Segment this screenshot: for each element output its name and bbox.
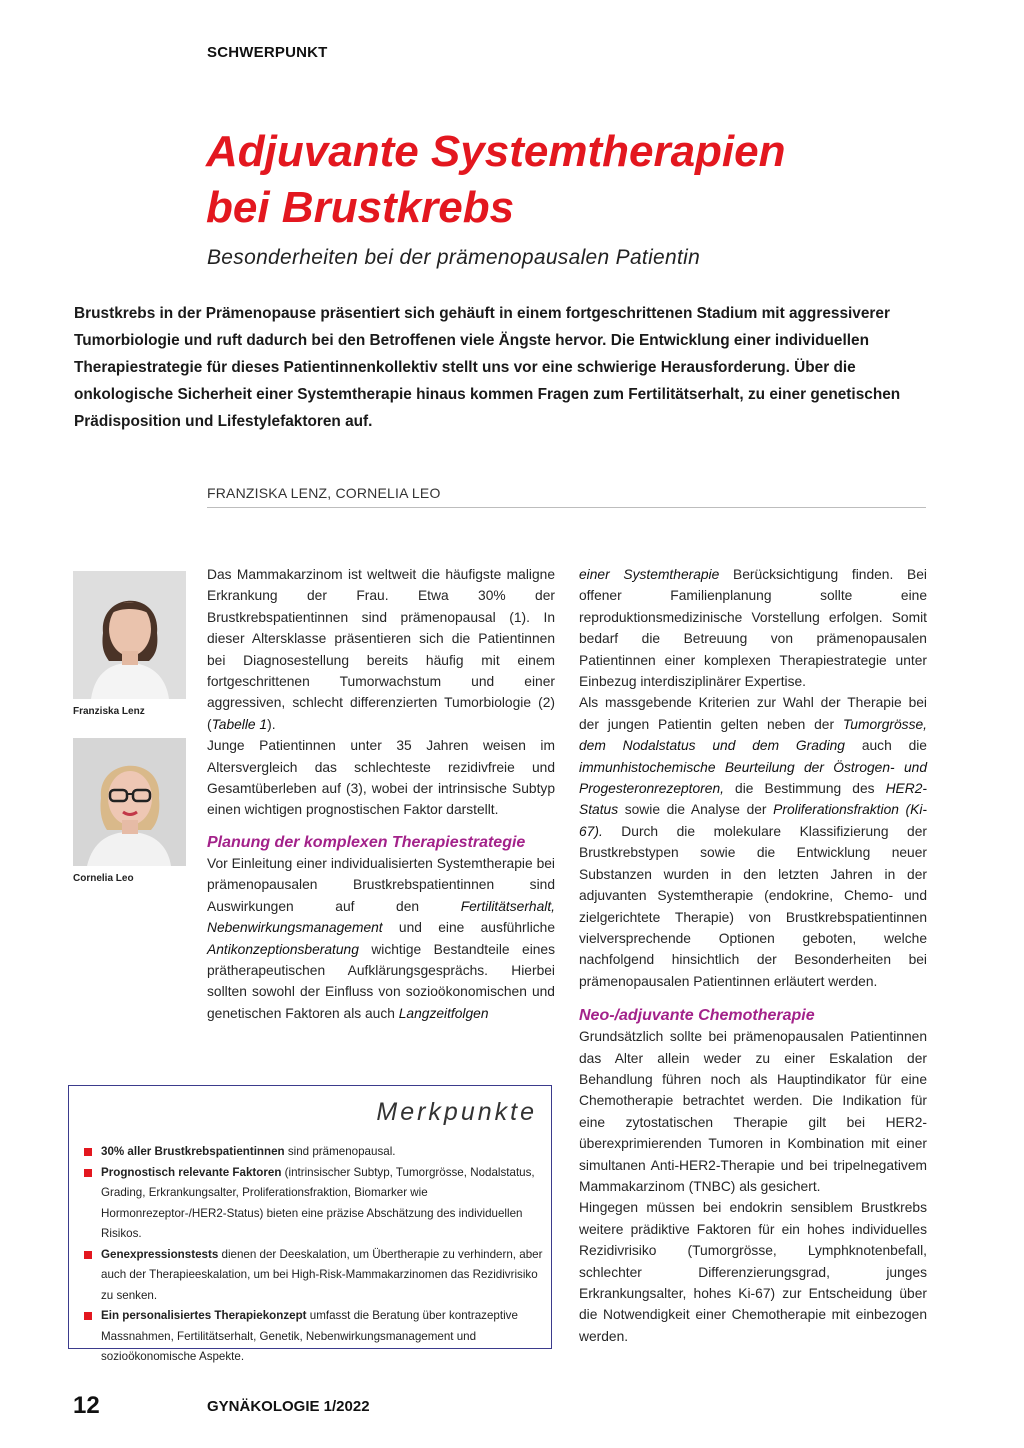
lead-paragraph: Brustkrebs in der Prämenopause präsentiert sich gehäuft in einem fortgeschrittenen Stadium mit aggressiverer Tumorbiologie und ruft dadurch bei den Betroffenen viele Ängste hervor. Die Entwicklung einer individuellen Therapiestrategie für dieses Patientinnenkollektiv stellt uns vor eine schwierige Herausforderung. Über die onkologische Sicherheit einer Systemtherapie hinaus kommen Fragen zum Fertilitätserhalt, zu einer genetischen Prädisposition und Lifestylefaktoren auf. — [74, 305, 901, 430]
list-item: Genexpressionstests dienen der Deeskalation, um Übertherapie zu verhindern, aber auch der Therapieeskalation, um bei High-Risk-Mammakarzinomen das Rezidivrisiko zu senken. — [83, 1245, 543, 1307]
merkpunkte-title: Merkpunkte — [376, 1098, 537, 1126]
column-2 — [579, 564, 927, 1347]
title-line-2: bei Brustkrebs — [206, 183, 515, 232]
journal-issue: GYNÄKOLOGIE 1/2022 — [207, 1398, 370, 1415]
col1-paragraph-3: Vor Einleitung einer individualisierten Systemtherapie bei prämenopausalen Brustkrebspatientinnen sind Auswirkungen auf den Fertilitätserhalt, Nebenwirkungsmanagement und eine ausführliche Antikonzeptionsberatung wichtige Bestandteile eines prätherapeutischen Aufklärungsgesprächs. Hierbei sollten sowohl der Einfluss von sozioökonomischen und genetischen Faktoren als auch Langzeitfolgen — [207, 855, 555, 1021]
col2-paragraph-2: Als massgebende Kriterien zur Wahl der Therapie bei der jungen Patientin gelten neben der Tumorgrösse, dem Nodalstatus und dem Grading auch die immunhistochemische Beurteilung der Östrogen- und Progesteronrezeptoren, die Bestimmung des HER2-Status sowie die Analyse der Proliferationsfraktion (Ki-67). Durch die molekulare Klassifizierung der Brustkrebstypen sowie die Entwicklung neuer Substanzen wurden in den letzten Jahren in der adjuvanten Systemtherapie (endokrine, Chemo- und zielgerichtete Therapie) von Brustkrebspatientinnen vielversprechende Optionen geboten, welche nachfolgend hinsichtlich der Besonderheiten bei prämenopausalen Patientinnen erläutert werden. — [579, 695, 927, 989]
col1-heading: Planung der komplexen Therapiestrategie — [207, 833, 526, 851]
title-line-1: Adjuvante Systemtherapien — [206, 127, 786, 176]
list-item: 30% aller Brustkrebspatientinnen sind prämenopausal. — [83, 1142, 543, 1163]
author-photo-lenz — [73, 571, 186, 699]
merkpunkte-list — [83, 1142, 543, 1368]
article-subtitle: Besonderheiten bei der prämenopausalen Patientin — [207, 246, 701, 269]
col2-heading: Neo-/adjuvante Chemotherapie — [579, 1007, 815, 1025]
photo-caption-leo: Cornelia Leo — [73, 873, 134, 884]
column-1 — [207, 564, 555, 1024]
col1-paragraph-1: Das Mammakarzinom ist weltweit die häufigste maligne Erkrankung der Frau. Etwa 30% der Brustkrebspatientinnen sind prämenopausal (1). In dieser Altersklasse präsentieren sich die Patientinnen bei Diagnosestellung bereits häufig mit einem fortgeschrittenen Tumorwachstum und einer aggressiven, schlecht differenzierten Tumorbiologie (2) (Tabelle 1). — [207, 567, 555, 732]
photo-caption-lenz: Franziska Lenz — [73, 706, 145, 717]
page-number: 12 — [73, 1392, 100, 1419]
list-item: Ein personalisiertes Therapiekonzept umfasst die Beratung über kontrazeptive Massnahmen, Fertilitätserhalt, Genetik, Nebenwirkungsmanagement und sozioökonomische Aspekte. — [83, 1306, 543, 1368]
divider — [207, 507, 926, 508]
col2-paragraph-1: einer Systemtherapie Berücksichtigung finden. Bei offener Familienplanung sollte eine reproduktionsmedizinische Vorstellung erfolgen. Somit bedarf die Betreuung von prämenopausalen Patientinnen einer komplexen Therapiestrategie unter Einbezug interdisziplinärer Expertise. — [579, 567, 927, 690]
col1-paragraph-2: Junge Patientinnen unter 35 Jahren weisen im Altersvergleich das schlechteste rezidivfreie und Gesamtüberleben auf (3), wobei der intrinsische Subtyp einen wichtigen prognostischen Faktor darstellt. — [207, 738, 555, 818]
authors: FRANZISKA LENZ, CORNELIA LEO — [207, 485, 441, 501]
author-photo-leo — [73, 738, 186, 866]
article-title — [206, 124, 966, 236]
col2-paragraph-4: Hingegen müssen bei endokrin sensiblem Brustkrebs weitere prädiktive Faktoren für ein hohes individuelles Rezidivrisiko (Tumorgrösse, Lymphknotenbefall, schlechter Differenzierungsgrad, junges Erkrankungsalter, hohes Ki-67) zur Entscheidung über die Notwendigkeit einer Chemotherapie mit einbezogen werden. — [579, 1200, 927, 1344]
section-label: SCHWERPUNKT — [207, 44, 328, 61]
col2-paragraph-3: Grundsätzlich sollte bei prämenopausalen Patientinnen das Alter allein weder zu einer Eskalation der Behandlung führen noch als Hauptindikator für eine Chemotherapie betrachtet werden. Die Indikation für eine zytostatischen Therapie gilt bei HER2-überexprimierenden Tumoren in Kombination mit einer simultanen Anti-HER2-Therapie und bei tripelnegativem Mammakarzinom (TNBC) als gesichert. — [579, 1029, 927, 1194]
list-item: Prognostisch relevante Faktoren (intrinsischer Subtyp, Tumorgrösse, Nodalstatus, Grading, Erkrankungsalter, Proliferationsfraktion, Biomarker wie Hormonrezeptor-/HER2-Status) bieten eine präzise Abschätzung des individuellen Risikos. — [83, 1163, 543, 1245]
merkpunkte-box — [68, 1085, 552, 1363]
